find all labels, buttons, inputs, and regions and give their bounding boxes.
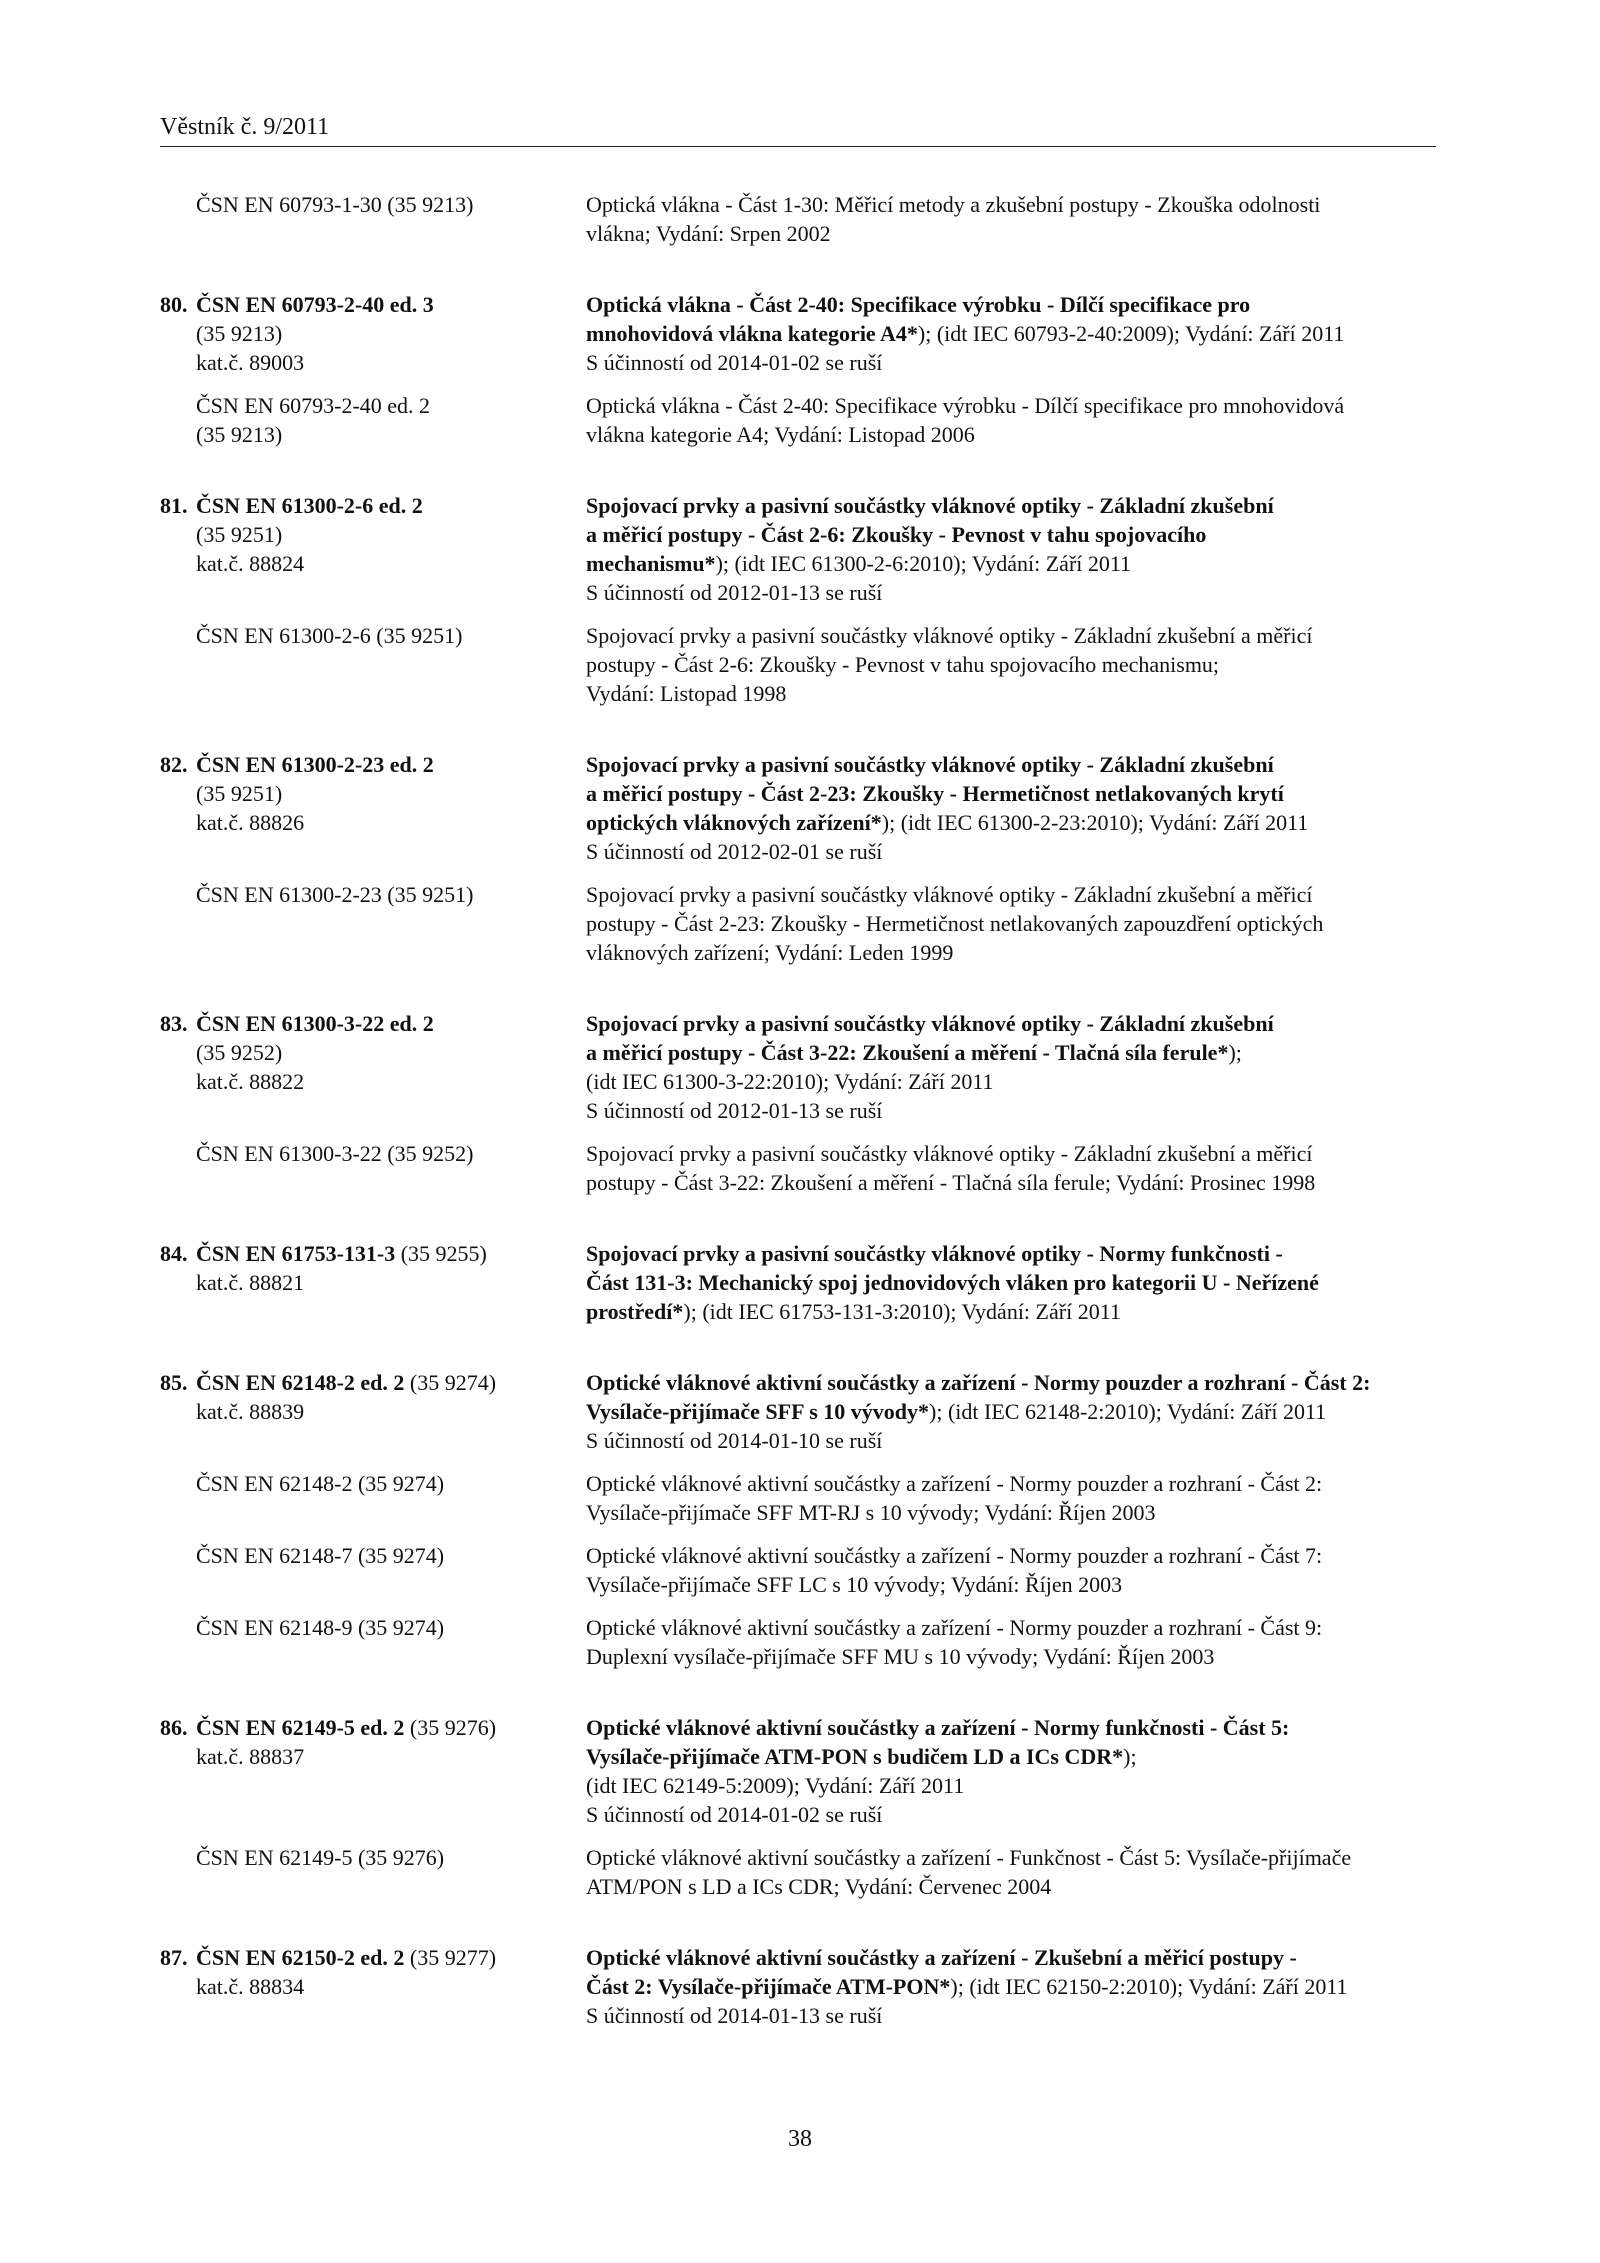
replaced-standard-identifier [160,1613,586,1671]
catalog-number: kat.č. 88824 [196,551,305,576]
standard-title-line [586,549,1436,578]
standard-title-bold: prostředí* [586,1299,684,1324]
replaced-standard-title-line: postupy - Část 2-6: Zkoušky - Pevnost v tahu spojovacího mechanismu; [586,652,1220,677]
standard-title-line [586,779,1436,808]
standard-title-tail: ); (idt IEC 60793-2-40:2009); Vydání: Září 2011 [917,321,1345,346]
standard-code: ČSN EN 61300-3-22 ed. 2 [196,1011,434,1036]
replaced-standard-title-line: postupy - Část 3-22: Zkoušení a měření - Tlačná síla ferule; Vydání: Prosinec 1998 [586,1170,1316,1195]
standard-title-line [586,520,1436,549]
standard-title-line [586,1009,1436,1038]
standard-code-line [160,1009,586,1038]
standard-title-line [586,1943,1436,1972]
standard-note-line: S účinností od 2014-01-13 se ruší [586,2003,883,2028]
standard-title-line: Optická vlákna - Část 1-30: Měřicí metody a zkušební postupy - Zkouška odolnosti [586,192,1321,217]
new-standard-row [160,290,1436,377]
replaced-standard-description [586,391,1436,449]
standard-title-bold: a měřicí postupy - Část 3-22: Zkoušení a měření - Tlačná síla ferule* [586,1040,1229,1065]
catalog-number: kat.č. 88834 [196,1974,305,1999]
replaced-standard-code: ČSN EN 61300-2-23 (35 9251) [196,882,474,907]
standard-title-bold: Část 131-3: Mechanický spoj jednovidových vláken pro kategorii U - Neřízené [586,1270,1319,1295]
standard-title-tail: ); [1228,1040,1242,1065]
replaced-standard-row [160,1469,1436,1527]
standard-code: ČSN EN 60793-2-40 ed. 3 [196,292,434,317]
standard-note-line: S účinností od 2012-01-13 se ruší [586,1098,883,1123]
standard-title-bold: Spojovací prvky a pasivní součástky vláknové optiky - Základní zkušební [586,493,1274,518]
new-standard-row [160,1009,1436,1125]
standard-title-bold: a měřicí postupy - Část 2-23: Zkoušky - Hermetičnost netlakovaných krytí [586,781,1284,806]
replaced-standard-title-line: Duplexní vysílače-přijímače SFF MU s 10 vývody; Vydání: Říjen 2003 [586,1644,1215,1669]
replaced-standard-code: ČSN EN 62148-7 (35 9274) [196,1543,445,1568]
standard-title-line [586,319,1436,348]
standard-code: ČSN EN 61300-2-6 ed. 2 [196,493,423,518]
catalog-number: kat.č. 89003 [196,350,305,375]
standard-title-line [586,1397,1436,1426]
standard-title-bold: Spojovací prvky a pasivní součástky vláknové optiky - Základní zkušební [586,752,1274,777]
entry-number: 85. [160,1370,188,1395]
standard-title-bold: mnohovidová vlákna kategorie A4* [586,321,918,346]
standard-class-code: (35 9276) [404,1715,497,1740]
replaced-standard-description [586,621,1436,708]
standard-entry [160,1368,1436,1671]
standard-note-line: S účinností od 2014-01-02 se ruší [586,350,883,375]
replaced-standard-description [586,1613,1436,1671]
standard-entry [160,750,1436,967]
standard-title-bold: Spojovací prvky a pasivní součástky vláknové optiky - Základní zkušební [586,1011,1274,1036]
replaced-standard-description [586,1139,1436,1197]
standard-entry [160,1943,1436,2030]
standards-list [160,190,1436,2072]
catalog-number: kat.č. 88826 [196,810,305,835]
standard-title-line [586,1368,1436,1397]
catalog-number: kat.č. 88822 [196,1069,305,1094]
standard-note-line: (idt IEC 61300-3-22:2010); Vydání: Září 2011 [586,1069,994,1094]
standard-note-line: S účinností od 2014-01-10 se ruší [586,1428,883,1453]
standard-description [586,750,1436,866]
standard-code: ČSN EN 62148-2 ed. 2 [196,1370,405,1395]
standard-note-line: S účinností od 2012-02-01 se ruší [586,839,883,864]
standard-title-bold: mechanismu* [586,551,716,576]
new-standard-row [160,1239,1436,1326]
new-standard-row [160,1943,1436,2030]
replaced-standard-title-line: vláknových zařízení; Vydání: Leden 1999 [586,940,954,965]
replaced-standard-row [160,621,1436,708]
standard-title-bold: Vysílače-přijímače SFF s 10 vývody* [586,1399,930,1424]
standard-description [586,491,1436,607]
standard-identifier [160,750,586,866]
standard-title-tail: ); (idt IEC 61300-2-6:2010); Vydání: Září 2011 [715,551,1132,576]
standard-title-line [586,290,1436,319]
standard-title-line [586,1268,1436,1297]
replaced-standard-code: ČSN EN 62149-5 (35 9276) [196,1845,445,1870]
standard-description [586,1009,1436,1125]
entry-number: 86. [160,1715,188,1740]
standard-title-line [586,1297,1436,1326]
standard-class-code: (35 9255) [395,1241,487,1266]
standard-title-tail: ); (idt IEC 62150-2:2010); Vydání: Září 2011 [950,1974,1348,1999]
new-standard-row [160,1368,1436,1455]
standard-class-code: (35 9252) [196,1040,283,1065]
replaced-standard-title-line: Spojovací prvky a pasivní součástky vláknové optiky - Základní zkušební a měřicí [586,882,1313,907]
replaced-standard-title-line: postupy - Část 2-23: Zkoušky - Hermetičnost netlakovaných zapouzdření optických [586,911,1324,936]
page-header [160,112,1436,147]
replaced-standard-identifier [160,621,586,708]
entry-number: 84. [160,1241,188,1266]
standard-identifier [160,491,586,607]
standard-code-line [160,1239,586,1268]
replaced-standard-title-line: Optická vlákna - Část 2-40: Specifikace výrobku - Dílčí specifikace pro mnohovidová [586,393,1345,418]
standard-class-code: (35 9274) [404,1370,497,1395]
standard-identifier [160,1713,586,1829]
replaced-standard-row [160,190,1436,248]
standard-title-tail: ); (idt IEC 62148-2:2010); Vydání: Září 2011 [929,1399,1327,1424]
standard-title-line [586,1972,1436,2001]
new-standard-row [160,491,1436,607]
replaced-standard-description [586,1843,1436,1901]
replaced-standard-identifier [160,1139,586,1197]
standard-code-line [160,290,586,319]
standard-title-tail: ); (idt IEC 61753-131-3:2010); Vydání: Září 2011 [683,1299,1121,1324]
standard-code-line [160,1943,586,1972]
standard-code: ČSN EN 61753-131-3 [196,1241,396,1266]
standard-code: ČSN EN 62149-5 ed. 2 [196,1715,405,1740]
replaced-standard-title-line: Spojovací prvky a pasivní součástky vláknové optiky - Základní zkušební a měřicí [586,1141,1313,1166]
replaced-standard-title-line: Vysílače-přijímače SFF LC s 10 vývody; Vydání: Říjen 2003 [586,1572,1123,1597]
journal-title: Věstník č. 9/2011 [160,114,330,140]
standard-note-line: S účinností od 2014-01-02 se ruší [586,1802,883,1827]
standard-identifier [160,1239,586,1326]
replaced-standard-title-line: Vydání: Listopad 1998 [586,681,787,706]
replaced-standard-title-line: Optické vláknové aktivní součástky a zařízení - Funkčnost - Část 5: Vysílače-přijímače [586,1845,1352,1870]
replaced-standard-row [160,880,1436,967]
standard-description [586,1943,1436,2030]
standard-identifier [160,1368,586,1455]
replaced-standard-row [160,1139,1436,1197]
standard-description [586,1239,1436,1326]
standard-title-line [586,1038,1436,1067]
standard-class-code: (35 9213) [196,321,283,346]
standard-title-tail: ); [1123,1744,1137,1769]
standard-title-line [586,808,1436,837]
replaced-standard-title-line: Optické vláknové aktivní součástky a zařízení - Normy pouzder a rozhraní - Část 2: [586,1471,1323,1496]
replaced-standard-title-line: Spojovací prvky a pasivní součástky vláknové optiky - Základní zkušební a měřicí [586,623,1313,648]
standard-title-bold: Optické vláknové aktivní součástky a zařízení - Zkušební a měřicí postupy - [586,1945,1297,1970]
standard-class-code: (35 9277) [404,1945,497,1970]
replaced-standard-code: ČSN EN 61300-3-22 (35 9252) [196,1141,474,1166]
intro-entry [160,190,1436,248]
replaced-standard-row [160,391,1436,449]
standard-entry [160,1713,1436,1901]
standard-title-bold: Vysílače-přijímače ATM-PON s budičem LD a ICs CDR* [586,1744,1124,1769]
standard-entry [160,1239,1436,1326]
standard-title-bold: Část 2: Vysílače-přijímače ATM-PON* [586,1974,951,1999]
standard-title-bold: a měřicí postupy - Část 2-6: Zkoušky - Pevnost v tahu spojovacího [586,522,1207,547]
new-standard-row [160,1713,1436,1829]
standard-code: ČSN EN 60793-1-30 (35 9213) [196,192,474,217]
replaced-standard-identifier [160,1469,586,1527]
standard-title-line [586,750,1436,779]
standard-entry [160,1009,1436,1197]
replaced-standard-identifier [160,391,586,449]
standard-title-bold: optických vláknových zařízení* [586,810,882,835]
standard-entry [160,290,1436,449]
standard-title-bold: Spojovací prvky a pasivní součástky vláknové optiky - Normy funkčnosti - [586,1241,1283,1266]
standard-description [586,1368,1436,1455]
replaced-standard-code: ČSN EN 60793-2-40 ed. 2 [196,393,431,418]
standard-description [586,290,1436,377]
new-standard-row [160,750,1436,866]
standard-code-line [160,491,586,520]
standard-description [586,1713,1436,1829]
replaced-standard-description [586,1469,1436,1527]
standard-title-bold: Optické vláknové aktivní součástky a zařízení - Normy funkčnosti - Část 5: [586,1715,1290,1740]
replaced-standard-title-line: ATM/PON s LD a ICs CDR; Vydání: Červenec 2004 [586,1874,1052,1899]
standard-code: ČSN EN 62150-2 ed. 2 [196,1945,405,1970]
standard-class-code: (35 9251) [196,781,283,806]
standard-title-line [586,1713,1436,1742]
entry-number: 81. [160,493,188,518]
standard-title-line: vlákna; Vydání: Srpen 2002 [586,221,831,246]
standard-title-bold: Optické vláknové aktivní součástky a zařízení - Normy pouzder a rozhraní - Část 2: [586,1370,1371,1395]
replaced-standard-title-line: Optické vláknové aktivní součástky a zařízení - Normy pouzder a rozhraní - Část 7: [586,1543,1323,1568]
standard-title-line [586,491,1436,520]
standard-identifier [160,1009,586,1125]
replaced-standard-code: ČSN EN 62148-9 (35 9274) [196,1615,445,1640]
replaced-standard-row [160,1843,1436,1901]
standard-class-code: (35 9251) [196,522,283,547]
replaced-standard-description [586,880,1436,967]
catalog-number: kat.č. 88821 [196,1270,305,1295]
standard-code-line [160,1368,586,1397]
replaced-standard-code: ČSN EN 61300-2-6 (35 9251) [196,623,463,648]
entry-number: 87. [160,1945,188,1970]
standard-title-line [586,1239,1436,1268]
standard-identifier [160,290,586,377]
standard-title-bold: Optická vlákna - Část 2-40: Specifikace výrobku - Dílčí specifikace pro [586,292,1251,317]
entry-number: 83. [160,1011,188,1036]
replaced-standard-identifier [160,1541,586,1599]
replaced-standard-title-line: Optické vláknové aktivní součástky a zařízení - Normy pouzder a rozhraní - Část 9: [586,1615,1323,1640]
standard-title-line [586,1742,1436,1771]
catalog-number: kat.č. 88839 [196,1399,305,1424]
replaced-standard-identifier [160,880,586,967]
standard-note-line: S účinností od 2012-01-13 se ruší [586,580,883,605]
standard-code-line [160,750,586,779]
standard-code-line [160,1713,586,1742]
replaced-standard-description [586,1541,1436,1599]
page-number: 38 [788,2126,812,2152]
standard-title-tail: ); (idt IEC 61300-2-23:2010); Vydání: Září 2011 [881,810,1309,835]
standard-entry [160,491,1436,708]
standard-code: ČSN EN 61300-2-23 ed. 2 [196,752,434,777]
replaced-standard-row [160,1613,1436,1671]
standard-note-line: (idt IEC 62149-5:2009); Vydání: Září 2011 [586,1773,965,1798]
replaced-standard-identifier [160,1843,586,1901]
entry-number: 80. [160,292,188,317]
replaced-standard-title-line: Vysílače-přijímače SFF MT-RJ s 10 vývody; Vydání: Říjen 2003 [586,1500,1156,1525]
replaced-standard-title-line: vlákna kategorie A4; Vydání: Listopad 2006 [586,422,975,447]
replaced-standard-row [160,1541,1436,1599]
catalog-number: kat.č. 88837 [196,1744,305,1769]
entry-number: 82. [160,752,188,777]
standard-identifier [160,1943,586,2030]
replaced-standard-code: ČSN EN 62148-2 (35 9274) [196,1471,445,1496]
replaced-standard-class-code: (35 9213) [196,422,283,447]
